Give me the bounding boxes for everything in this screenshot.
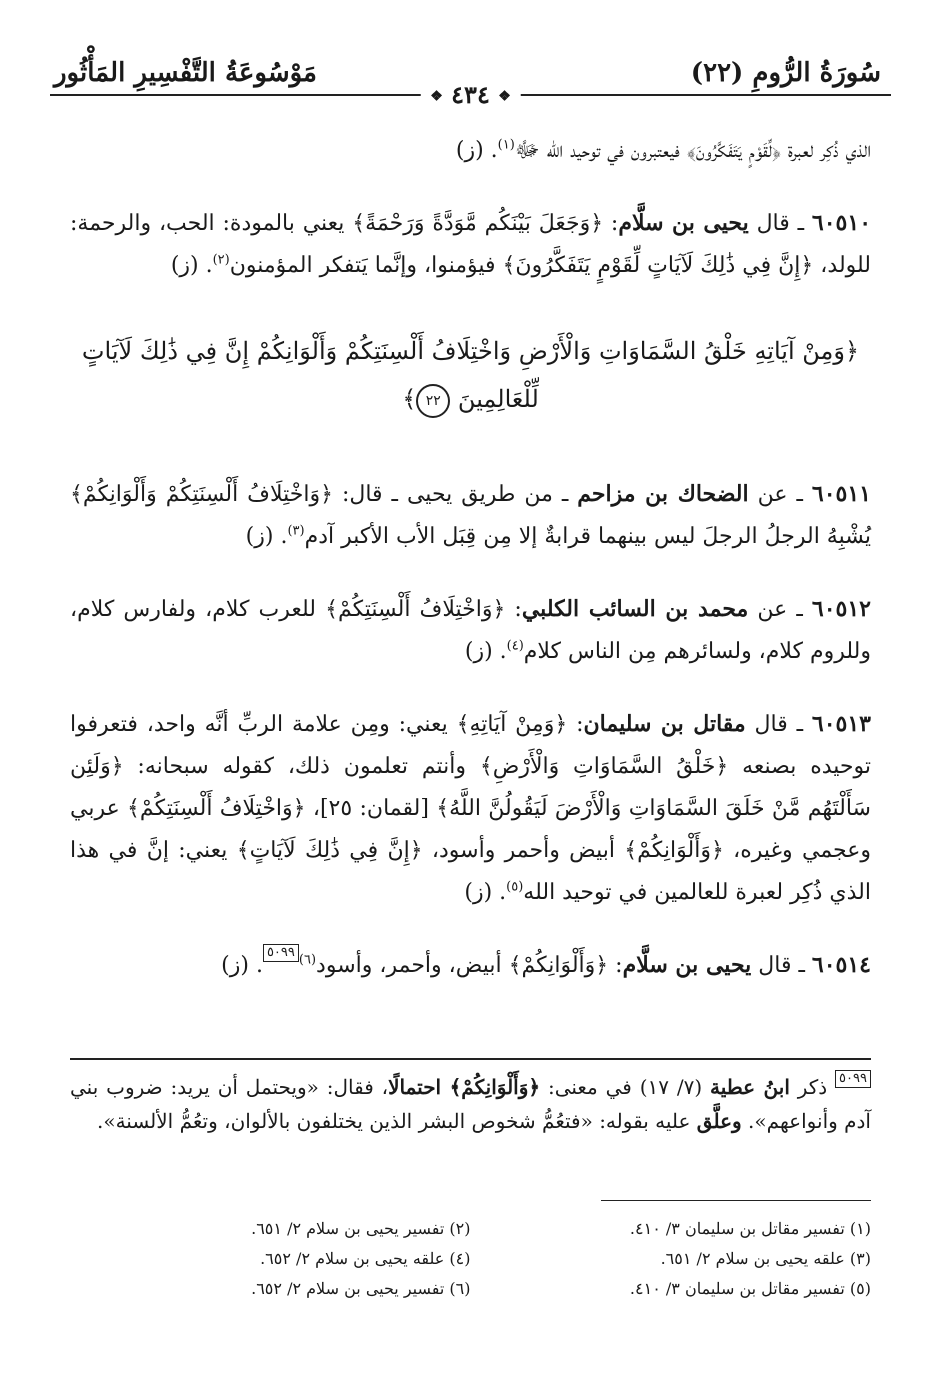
footnote-ref[interactable]: (٣) bbox=[287, 523, 305, 539]
entry-60512: ٦٠٥١٢ ـ عن محمد بن السائب الكلبي: ﴿وَاخْتِلَافُ أَلْسِنَتِكُمْ﴾ للعرب كلام، ولفارس كلام، وللروم كلام، ولسائرهم مِن الناس كلام$^{(٤)}$. (ز) bbox=[70, 596, 871, 664]
entry-60513: ٦٠٥١٣ ـ قال مقاتل بن سليمان: ﴿وَمِنْ آيَاتِهِ﴾ يعني: ومِن علامة الربِّ أنَّه واحد، فتعرفوا توحيده بصنعه ﴿خَلْقُ السَّمَاوَاتِ وَالْأَرْضِ﴾ وأنتم تعلمون ذلك، كقوله سبحانه: ﴿وَلَئِن سَأَلْتَهُم مَّنْ خَلَقَ السَّمَاوَاتِ وَالْأَرْضَ لَيَقُولُنَّ اللَّهُ﴾ [لقمان: ٢٥]، ﴿وَاخْتِلَافُ أَلْسِنَتِكُمْ﴾ عربي وعجمي وغيره، ﴿وَأَلْوَانِكُمْ﴾ أبيض وأحمر وأسود، ﴿إِنَّ فِي ذَٰلِكَ لَآيَاتٍ﴾ يعني: إنَّ في هذا الذي ذُكِر لعبرة للعالمين في توحيد الله$^{(٥)}$. (ز) bbox=[70, 711, 871, 905]
main-text bbox=[70, 130, 871, 1017]
footnotes bbox=[70, 1214, 871, 1304]
narrator-name: يحيى بن سلَّام bbox=[618, 210, 749, 236]
footnote-row bbox=[70, 1244, 871, 1274]
footnote-divider bbox=[601, 1200, 871, 1201]
entry-60510: ٦٠٥١٠ ـ قال يحيى بن سلَّام: ﴿وَجَعَلَ بَيْنَكُم مَّوَدَّةً وَرَحْمَةً﴾ يعني بالمودة: الحب، والرحمة: للولد، ﴿إِنَّ فِي ذَٰلِكَ لَآيَاتٍ لِّقَوْمٍ يَتَفَكَّرُونَ﴾ فيؤمنوا، وإنَّما يَتفكر المؤمنون$^{(٢)}$. (ز) bbox=[70, 210, 872, 278]
intro-paragraph: الذي ذُكِر لعبرة ﴿لِّقَوْمٍ يَتَفَكَّرُونَ﴾ فيعتبرون في توحيد الله ﷻ$^{(١)}$. (ز) bbox=[455, 137, 871, 163]
entry-number: ٦٠٥١٤ bbox=[811, 952, 871, 978]
commentary-divider bbox=[70, 1058, 871, 1060]
scholar-name: ابنُ عطية bbox=[709, 1075, 790, 1099]
commentary-ref-box[interactable]: ٥٠٩٩ bbox=[263, 944, 299, 962]
narrator-name: محمد بن السائب الكلبي bbox=[521, 596, 749, 622]
entry-number: ٦٠٥١٢ bbox=[811, 596, 871, 622]
footnote-6: (٦) تفسير يحيى بن سلام ٢/ ٦٥٢. bbox=[251, 1279, 471, 1298]
footnote-ref[interactable]: (٦) bbox=[298, 952, 317, 968]
entry-number: ٦٠٥١١ bbox=[811, 481, 871, 507]
entry-number: ٦٠٥١٠ bbox=[811, 210, 872, 236]
entry-number: ٦٠٥١٣ bbox=[811, 711, 871, 737]
footnote-ref[interactable]: (٤) bbox=[506, 638, 524, 654]
page-number-wrap bbox=[420, 80, 521, 109]
page-header bbox=[50, 52, 891, 122]
footnote-row bbox=[70, 1214, 871, 1244]
footnote-ref[interactable]: (٢) bbox=[212, 252, 230, 268]
footnote-3: (٣) علقه يحيى بن سلام ٢/ ٦٥١. bbox=[660, 1249, 871, 1268]
commentary-note: ٥٠٩٩ ذكر ابنُ عطية (٧/ ١٧) في معنى: ﴿وَأَلْوَانِكُمْ﴾ احتمالًا، فقال: «ويحتمل أن يريد: ضروب بني آدم وأنواعهم». وعلَّق عليه بقوله: «فتعُمُّ شخوص البشر الذين يختلفون بالألوان، وتعُمُّ الألسنة». bbox=[70, 1071, 871, 1133]
footnote-ref[interactable]: (١) bbox=[497, 137, 515, 153]
footnote-4: (٤) علقه يحيى بن سلام ٢/ ٦٥٢. bbox=[260, 1249, 471, 1268]
surah-title: سُورَةُ الرُّومِ (٢٢) bbox=[690, 58, 881, 88]
commentary-number-box: ٥٠٩٩ bbox=[835, 1070, 871, 1088]
entry-60514: ٦٠٥١٤ ـ قال يحيى بن سلَّام: ﴿وَأَلْوَانِكُمْ﴾ أبيض، وأحمر، وأسود$^{(٦)}$٥٠٩٩. (ز) bbox=[221, 945, 871, 978]
ayah-number-icon: ٢٢ bbox=[416, 384, 450, 418]
footnote-2: (٢) تفسير يحيى بن سلام ٢/ ٦٥١. bbox=[251, 1219, 471, 1238]
footnote-row bbox=[70, 1274, 871, 1304]
book-title: مَوْسُوعَةُ التَّفْسِيرِ المَأْثُور bbox=[54, 58, 317, 88]
narrator-name: مقاتل بن سليمان bbox=[583, 711, 746, 737]
footnote-ref[interactable]: (٥) bbox=[506, 879, 524, 895]
page-number: ٤٣٤ bbox=[451, 80, 490, 109]
ornament-icon: ❖ bbox=[498, 88, 511, 105]
quran-verse: ﴿وَمِنْ آيَاتِهِ خَلْقُ السَّمَاوَاتِ وَالْأَرْضِ وَاخْتِلَافُ أَلْسِنَتِكُمْ وَأَلْوَانِكُمْ إِنَّ فِي ذَٰلِكَ لَآيَاتٍ لِّلْعَالِمِينَ ٢٢﴾ bbox=[70, 327, 871, 423]
ornament-icon: ❖ bbox=[430, 88, 443, 105]
entry-60511: ٦٠٥١١ ـ عن الضحاك بن مزاحم ـ من طريق يحيى ـ قال: ﴿وَاخْتِلَافُ أَلْسِنَتِكُمْ وَأَلْوَانِكُمْ﴾ يُشْبِهُ الرجلُ الرجلَ ليس بينهما قرابةٌ إلا مِن قِبَل الأب الأكبر آدم$^{(٣)}$. (ز) bbox=[70, 481, 871, 549]
narrator-name: الضحاك بن مزاحم bbox=[577, 481, 749, 507]
narrator-name: يحيى بن سلَّام bbox=[622, 952, 752, 978]
footnote-5: (٥) تفسير مقاتل بن سليمان ٣/ ٤١٠. bbox=[629, 1279, 871, 1298]
footnote-1: (١) تفسير مقاتل بن سليمان ٣/ ٤١٠. bbox=[629, 1219, 871, 1238]
